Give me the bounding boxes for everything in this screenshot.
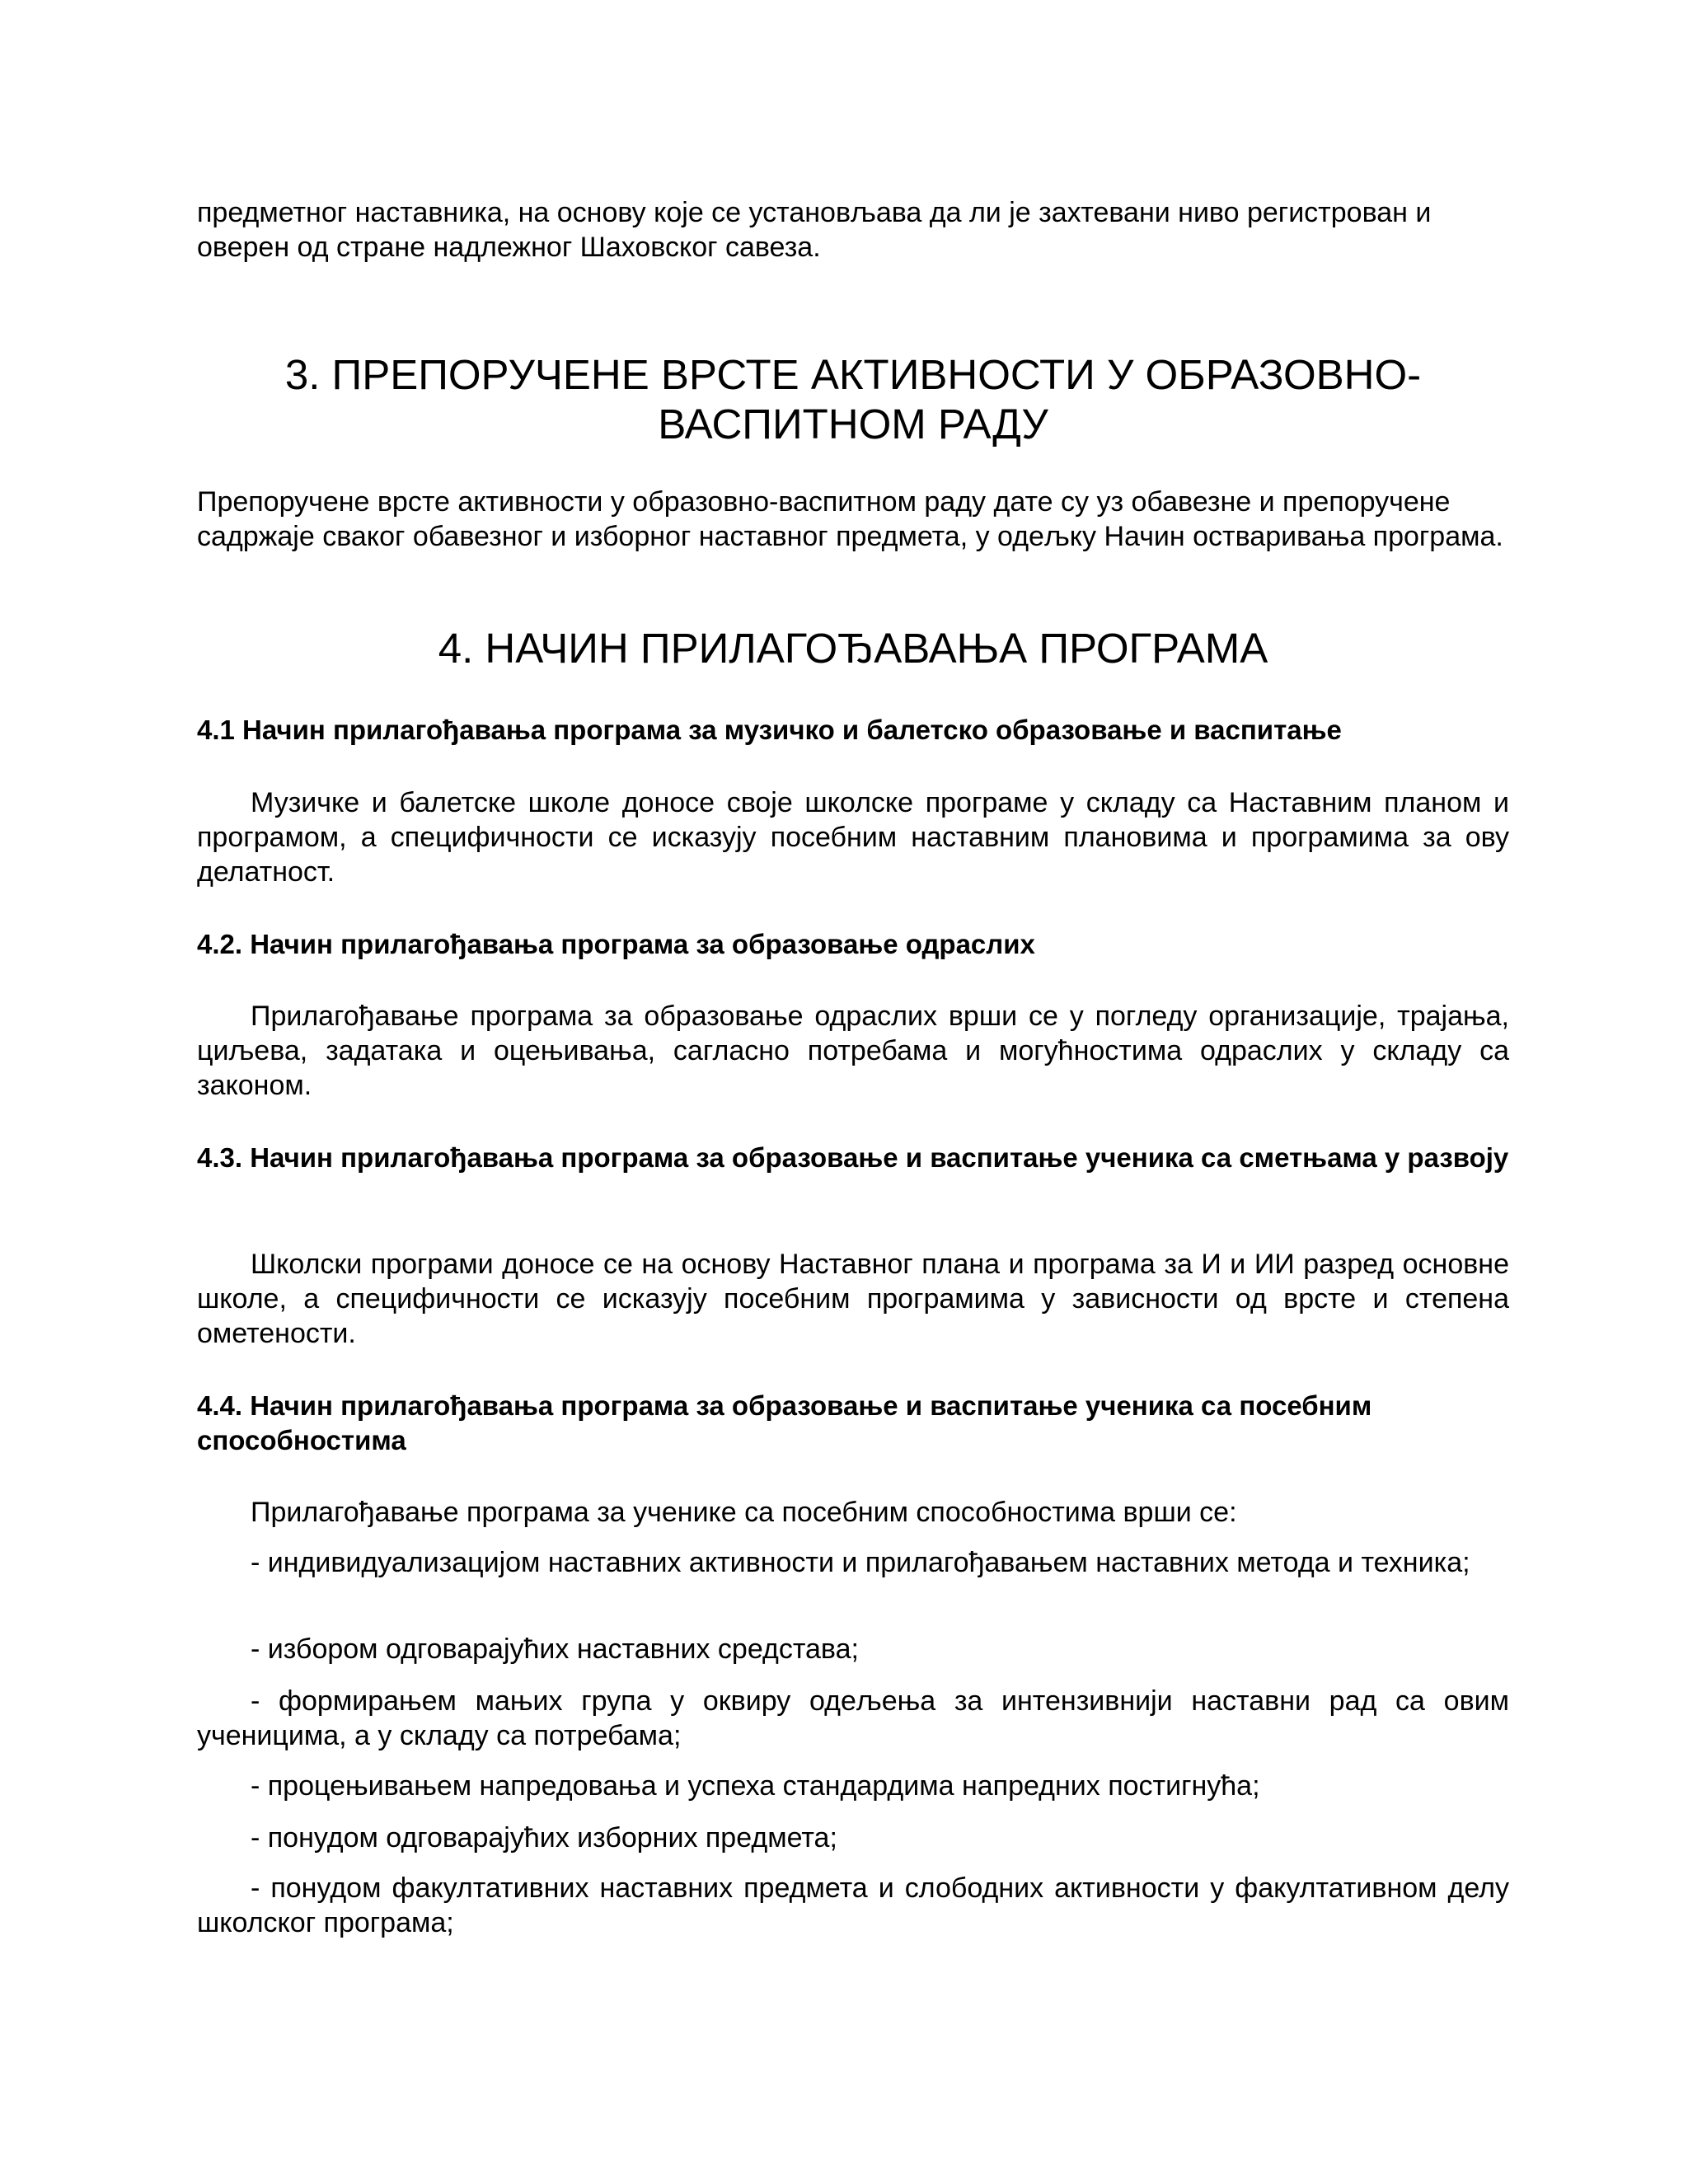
section-4-1-heading: 4.1 Начин прилагођавања програма за музичко и балетско образовање и васпитање <box>197 715 1342 745</box>
list-item: - формирањем мањих група у оквиру одељења за интензивнији наставни рад са овим ученицима, а у складу са потребама; <box>197 1685 1509 1751</box>
section-4-2-heading: 4.2. Начин прилагођавања програма за образовање одраслих <box>197 929 1035 959</box>
list-item: - понудом одговарајућих изборних предмета; <box>251 1822 837 1854</box>
intro-paragraph: предметног наставника, на основу које се установљава да ли је захтевани ниво регистрован и оверен од стране надлежног Шаховског савеза. <box>197 197 1432 263</box>
section-3-paragraph: Препоручене врсте активности у образовно-васпитном раду дате су уз обавезне и препоручене садржаје сваког обавезног и изборног наставног предмета, у одељку Начин остваривања програма. <box>197 486 1503 552</box>
section-4-1-paragraph: Музичке и балетске школе доносе своје школске програме у складу са Наставним планом и програмом, а специфичности се исказују посебним наставним плановима и програмима за ову делатност. <box>197 787 1509 888</box>
section-4-4-intro: Прилагођавање програма за ученике са посебним способностима врши се: <box>251 1497 1237 1528</box>
section-4-3-heading: 4.3. Начин прилагођавања програма за образовање и васпитање ученика са сметњама у развоју <box>197 1142 1509 1173</box>
list-item: - индивидуализацијом наставних активности и прилагођавањем наставних метода и техника; <box>251 1547 1470 1578</box>
section-3-heading-line-1: 3. ПРЕПОРУЧЕНЕ ВРСТЕ АКТИВНОСТИ У ОБРАЗОВНО- <box>284 351 1422 398</box>
list-item: - процењивањем напредовања и успеха стандардима напредних постигнућа; <box>251 1770 1260 1802</box>
section-3-heading-line-2: ВАСПИТНОМ РАДУ <box>658 401 1048 448</box>
list-item: - понудом факултативних наставних предмета и слободних активности у факултативном делу школског програма; <box>197 1872 1509 1938</box>
section-4-2-paragraph: Прилагођавање програма за образовање одраслих врши се у погледу организације, трајања, циљева, задатака и оцењивања, сагласно потребама и могућностима одраслих у складу са законом. <box>197 1001 1509 1101</box>
section-3-heading <box>197 350 1509 449</box>
list-item: - избором одговарајућих наставних средстава; <box>251 1633 859 1665</box>
section-4-3-paragraph: Школски програми доносе се на основу Наставног плана и програма за И и ИИ разред основне школе, а специфичности се исказују посебним програмима у зависности од врсте и степена ометености. <box>197 1249 1509 1349</box>
section-4-heading: 4. НАЧИН ПРИЛАГОЂАВАЊА ПРОГРАМА <box>438 625 1268 672</box>
section-4-4-heading: 4.4. Начин прилагођавања програма за образовање и васпитање ученика са посебним способностима <box>197 1390 1372 1455</box>
